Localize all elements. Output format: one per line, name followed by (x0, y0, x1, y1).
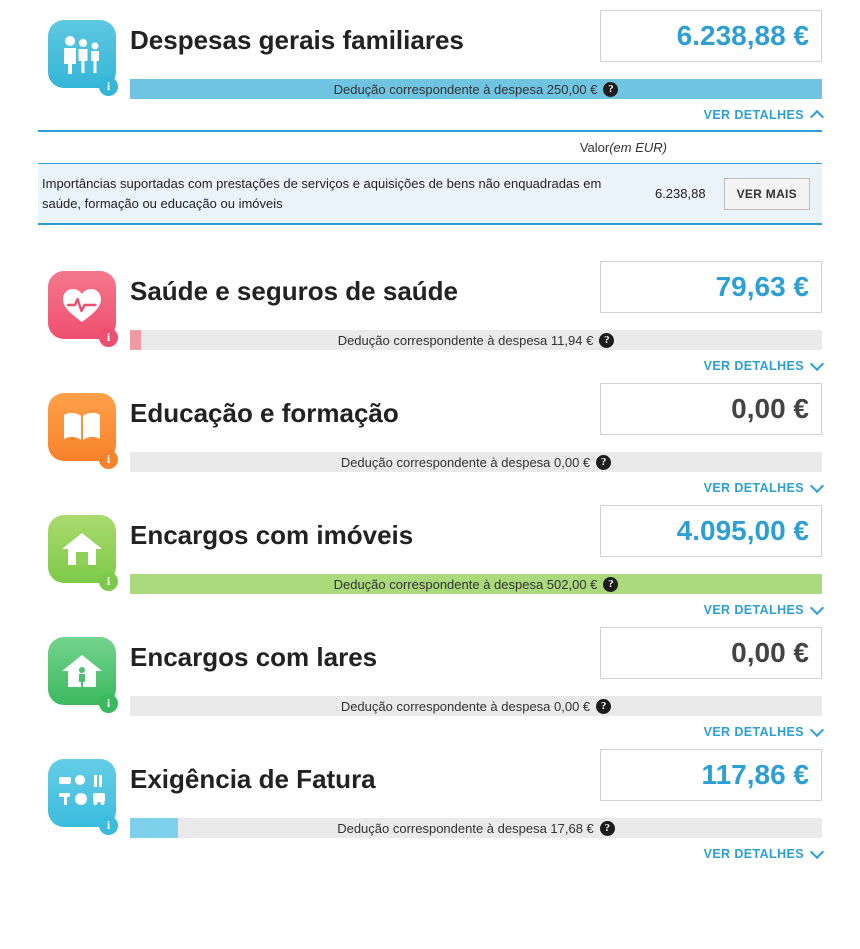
category-body (118, 261, 822, 373)
deduction-bar (130, 79, 822, 99)
category-icon-wrap (38, 393, 118, 466)
toggle-details-despesas-gerais[interactable] (130, 99, 822, 122)
category-icon-wrap (38, 515, 118, 588)
deduction-bar-label-wrap (130, 330, 822, 350)
category-body (118, 627, 822, 739)
details-label: VER DETALHES (703, 108, 804, 122)
chevron-down-icon (810, 479, 824, 493)
category-row (38, 0, 822, 122)
category-title: Exigência de Fatura (130, 764, 376, 794)
category-amount: 117,86 € (600, 749, 822, 801)
info-icon[interactable]: i (99, 816, 118, 835)
toggle-details-fatura[interactable] (130, 838, 822, 861)
category-title-line (130, 627, 822, 679)
deduction-bar (130, 696, 822, 716)
chevron-down-icon (810, 845, 824, 859)
deduction-bar-label: Dedução correspondente à despesa 0,00 € (340, 698, 591, 714)
category-body (118, 505, 822, 617)
category-amount: 0,00 € (600, 627, 822, 679)
info-icon[interactable]: i (99, 694, 118, 713)
category-row (38, 739, 822, 861)
category-title: Educação e formação (130, 398, 399, 428)
category-title-line (130, 383, 822, 435)
category-educacao-e-formacao (0, 373, 860, 495)
category-title-line (130, 505, 822, 557)
deduction-bar-label: Dedução correspondente à despesa 0,00 € (340, 454, 591, 470)
toggle-details-imoveis[interactable] (130, 594, 822, 617)
house-icon-glyph (60, 530, 104, 568)
chevron-down-icon (810, 723, 824, 737)
info-icon[interactable]: i (99, 450, 118, 469)
question-icon[interactable]: ? (603, 577, 618, 592)
deduction-bar-label-wrap (130, 818, 822, 838)
heart-health-icon-glyph (60, 285, 104, 325)
category-saude-e-seguros-de-saude (0, 251, 860, 373)
question-icon[interactable]: ? (596, 699, 611, 714)
ver-mais-button[interactable]: VER MAIS (724, 178, 810, 210)
details-header (38, 132, 822, 164)
question-icon[interactable]: ? (599, 333, 614, 348)
deduction-bar-label: Dedução correspondente à despesa 17,68 € (337, 820, 594, 836)
chevron-up-icon (810, 110, 824, 124)
category-title: Encargos com imóveis (130, 520, 414, 550)
category-despesas-gerais-familiares (0, 0, 860, 225)
toggle-details-lares[interactable] (130, 716, 822, 739)
info-icon[interactable]: i (99, 572, 118, 591)
question-icon[interactable]: ? (600, 821, 615, 836)
category-title-line (130, 749, 822, 801)
category-body (118, 749, 822, 861)
category-amount: 79,63 € (600, 261, 822, 313)
spacer (0, 225, 860, 251)
deduction-bar-label-wrap (130, 574, 822, 594)
deduction-bar (130, 818, 822, 838)
category-body (118, 10, 822, 122)
deduction-bar (130, 452, 822, 472)
details-panel-despesas-gerais (38, 130, 822, 225)
category-body (118, 383, 822, 495)
invoice-sectors-icon-glyph (56, 773, 108, 813)
category-row (38, 373, 822, 495)
category-title-line (130, 261, 822, 313)
category-title: Encargos com lares (130, 642, 378, 672)
category-title-line (130, 10, 822, 62)
question-icon[interactable]: ? (596, 455, 611, 470)
deduction-bar-label: Dedução correspondente à despesa 11,94 € (337, 332, 594, 348)
details-row-description: Importâncias suportadas com prestações de serviços e aquisições de bens não enquadradas em saúde, formação ou educação ou imóveis (42, 176, 602, 211)
category-encargos-com-lares (0, 617, 860, 739)
category-amount: 6.238,88 € (600, 10, 822, 62)
deduction-bar-label-wrap (130, 696, 822, 716)
toggle-details-saude[interactable] (130, 350, 822, 373)
details-label: VER DETALHES (703, 481, 804, 495)
category-amount: 0,00 € (600, 383, 822, 435)
details-label: VER DETALHES (703, 359, 804, 373)
category-title: Despesas gerais familiares (130, 25, 464, 55)
family-icon-glyph (59, 34, 105, 74)
table-row (38, 164, 822, 223)
category-icon-wrap (38, 759, 118, 832)
details-label: VER DETALHES (703, 603, 804, 617)
category-icon-wrap (38, 271, 118, 344)
nursing-home-icon-glyph (60, 652, 104, 690)
question-icon[interactable]: ? (603, 82, 618, 97)
deduction-bar-label: Dedução correspondente à despesa 502,00 € (333, 576, 598, 592)
info-icon[interactable]: i (99, 328, 118, 347)
category-exigencia-de-fatura (0, 739, 860, 861)
toggle-details-educacao[interactable] (130, 472, 822, 495)
details-header-value: Valor (579, 140, 610, 155)
category-title: Saúde e seguros de saúde (130, 276, 459, 306)
deduction-bar (130, 574, 822, 594)
chevron-down-icon (810, 357, 824, 371)
details-header-unit: (em EUR) (609, 140, 667, 155)
category-icon-wrap (38, 20, 118, 93)
details-label: VER DETALHES (703, 725, 804, 739)
chevron-down-icon (810, 601, 824, 615)
info-icon[interactable]: i (99, 77, 118, 96)
category-encargos-com-imoveis (0, 495, 860, 617)
deduction-bar-label: Dedução correspondente à despesa 250,00 € (333, 81, 598, 97)
category-row (38, 251, 822, 373)
deduction-bar-label-wrap (130, 452, 822, 472)
category-row (38, 617, 822, 739)
category-amount: 4.095,00 € (600, 505, 822, 557)
details-label: VER DETALHES (703, 847, 804, 861)
details-row-value: 6.238,88 (654, 186, 706, 201)
book-education-icon-glyph (60, 409, 104, 445)
category-row (38, 495, 822, 617)
category-icon-wrap (38, 637, 118, 710)
deduction-bar-label-wrap (130, 79, 822, 99)
deduction-bar (130, 330, 822, 350)
